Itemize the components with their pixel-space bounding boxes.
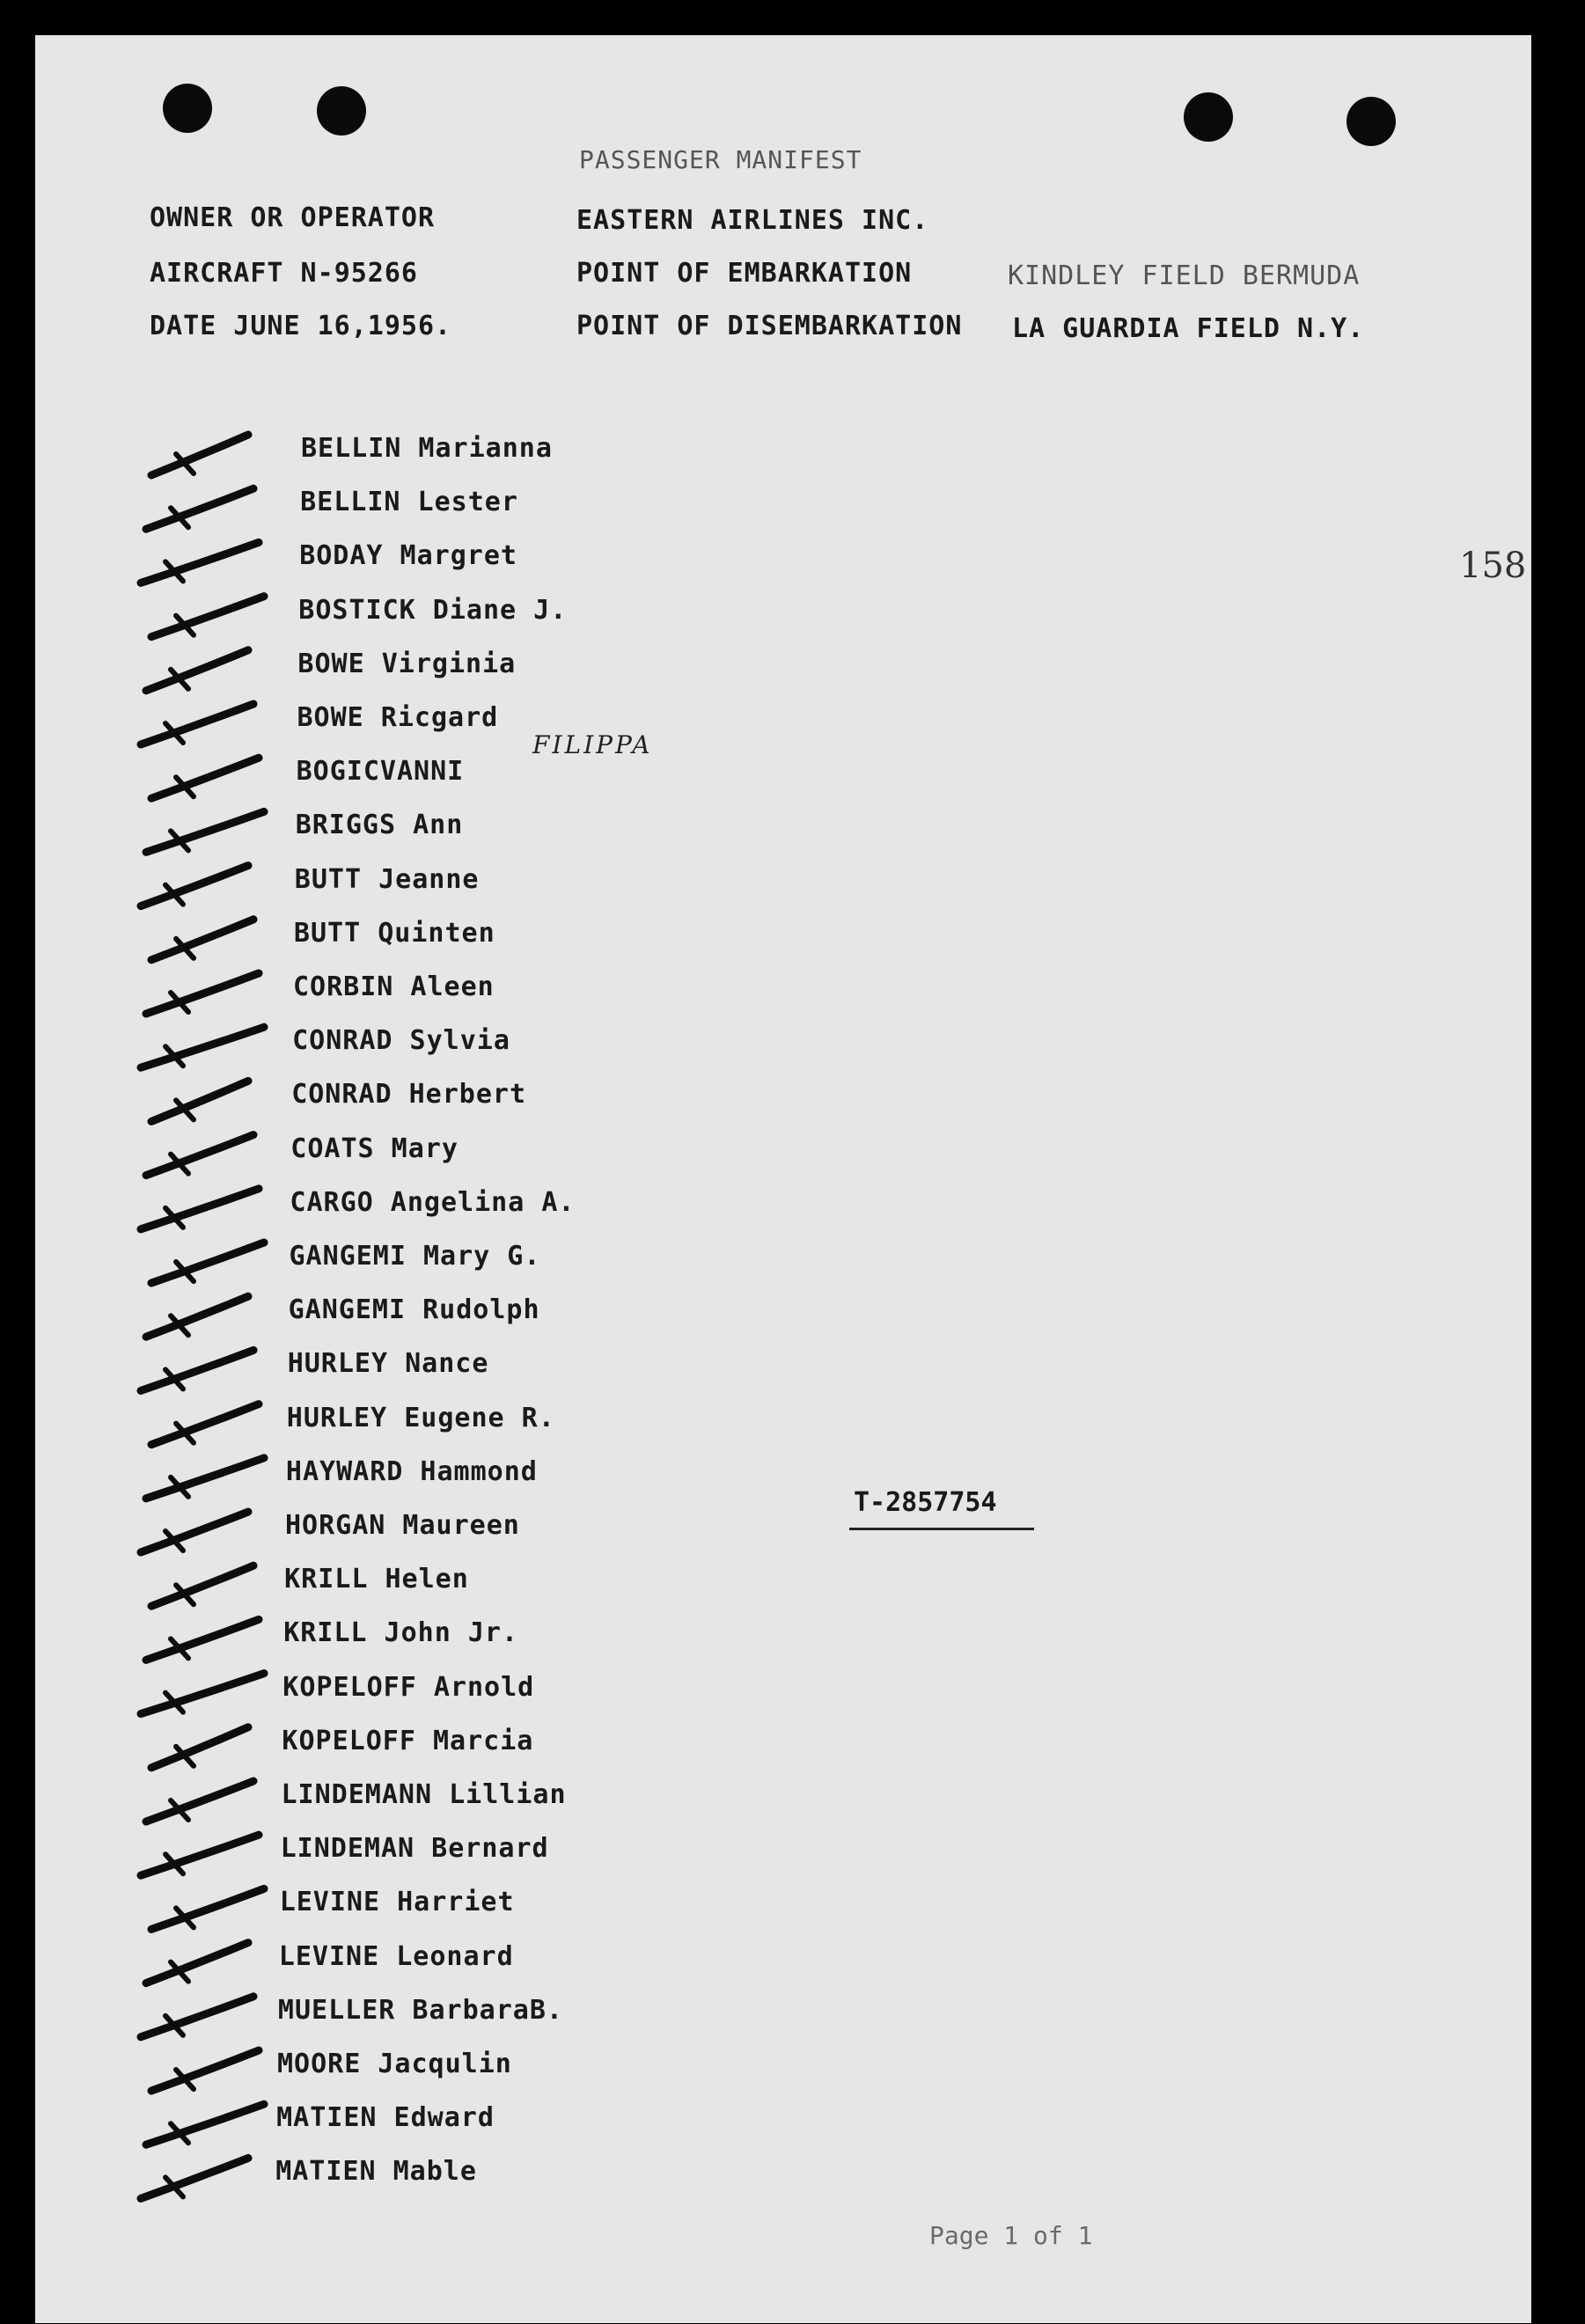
check-mark	[151, 435, 248, 475]
passenger-row: KRILL John Jr.	[283, 1617, 519, 1649]
passenger-row: KRILL Helen	[284, 1564, 469, 1595]
passenger-row: HAYWARD Hammond	[285, 1455, 538, 1487]
passenger-row: MATIEN Edward	[276, 2102, 495, 2134]
passenger-row: CORBIN Aleen	[293, 971, 495, 1002]
check-mark	[141, 2158, 248, 2198]
embarkation-label: POINT OF EMBARKATION	[576, 258, 913, 289]
passenger-row: BOWE Ricgard	[297, 702, 499, 733]
disembarkation-label: POINT OF DISEMBARKATION	[576, 311, 963, 341]
page-stamp-number: 158	[1459, 546, 1527, 586]
check-mark	[151, 1888, 264, 1929]
passenger-row: CONRAD Sylvia	[292, 1025, 510, 1057]
passenger-row: BOGICVANNI	[296, 756, 465, 788]
check-mark	[146, 973, 259, 1014]
check-mark	[146, 1781, 253, 1822]
check-mark	[141, 1027, 264, 1067]
passenger-row: LINDEMAN Bernard	[280, 1833, 549, 1865]
passenger-row: HORGAN Maureen	[285, 1510, 520, 1541]
check-mark	[141, 1512, 248, 1552]
passenger-row: CONRAD Herbert	[291, 1079, 527, 1111]
check-mark	[146, 1943, 248, 1983]
check-mark	[146, 1296, 248, 1337]
passenger-row: MATIEN Mable	[275, 2156, 477, 2188]
check-mark	[151, 1404, 259, 1445]
passenger-row: BRIGGS Ann	[295, 810, 464, 841]
check-mark	[151, 2050, 259, 2091]
check-mark	[141, 704, 253, 744]
passenger-row: BELLIN Lester	[300, 487, 518, 518]
passenger-row: BELLIN Marianna	[301, 433, 553, 464]
check-marks	[35, 35, 1531, 2323]
passenger-row: LEVINE Harriet	[279, 1887, 515, 1918]
passenger-row: HURLEY Nance	[287, 1348, 489, 1380]
passenger-row: KOPELOFF Arnold	[283, 1671, 535, 1703]
check-mark	[146, 1135, 253, 1176]
check-mark	[146, 1619, 259, 1660]
check-mark	[141, 1835, 259, 1875]
date-label: DATE JUNE 16,1956.	[150, 311, 452, 341]
passenger-row: HURLEY Eugene R.	[286, 1402, 555, 1433]
check-mark	[141, 866, 248, 906]
passenger-row: GANGEMI Mary G.	[289, 1241, 541, 1272]
check-mark	[151, 1565, 253, 1606]
page-footer: Page 1 of 1	[929, 2221, 1093, 2250]
passenger-row: MUELLER BarbaraB.	[277, 1994, 563, 2026]
passenger-row: LEVINE Leonard	[278, 1940, 514, 1972]
check-mark	[141, 542, 259, 583]
check-mark	[151, 920, 253, 960]
owner-value: EASTERN AIRLINES INC.	[576, 205, 929, 236]
handwritten-annotation: FILIPPA	[532, 730, 653, 759]
ticket-number: T-2857754	[854, 1487, 997, 1518]
manifest-page	[35, 35, 1531, 2323]
passenger-row: CARGO Angelina A.	[290, 1186, 576, 1218]
ticket-underline	[849, 1528, 1034, 1530]
check-mark	[141, 1189, 259, 1229]
passenger-row: GANGEMI Rudolph	[288, 1294, 540, 1326]
passenger-row: BOSTICK Diane J.	[298, 594, 568, 626]
check-mark	[141, 1350, 253, 1390]
aircraft-label: AIRCRAFT N-	[150, 258, 334, 289]
check-mark	[146, 811, 264, 852]
check-mark	[151, 1243, 264, 1283]
embarkation-value: KINDLEY FIELD BERMUDA	[1008, 260, 1361, 291]
manifest-title: PASSENGER MANIFEST	[579, 145, 862, 174]
owner-label: OWNER OR OPERATOR	[150, 202, 436, 233]
check-mark	[146, 650, 248, 691]
check-mark	[151, 758, 259, 798]
disembarkation-value: LA GUARDIA FIELD N.Y.	[1012, 313, 1365, 344]
check-mark	[146, 488, 253, 529]
passenger-row: LINDEMANN Lillian	[281, 1779, 567, 1810]
passenger-row: COATS Mary	[290, 1133, 459, 1164]
passenger-row: KOPELOFF Marcia	[282, 1725, 534, 1756]
check-mark	[151, 1081, 248, 1121]
check-mark	[141, 1997, 253, 2037]
passenger-row: MOORE Jacqulin	[277, 2049, 512, 2079]
passenger-row: BODAY Margret	[299, 540, 517, 572]
check-mark	[146, 1458, 264, 1499]
check-mark	[141, 1674, 264, 1714]
passenger-row: BOWE Virginia	[297, 648, 517, 679]
check-mark	[151, 1727, 248, 1768]
passenger-row: BUTT Jeanne	[294, 863, 480, 895]
check-mark	[151, 597, 264, 637]
check-mark	[146, 2104, 264, 2144]
passenger-row: BUTT Quinten	[293, 917, 495, 949]
aircraft-value: 95266	[334, 258, 418, 289]
